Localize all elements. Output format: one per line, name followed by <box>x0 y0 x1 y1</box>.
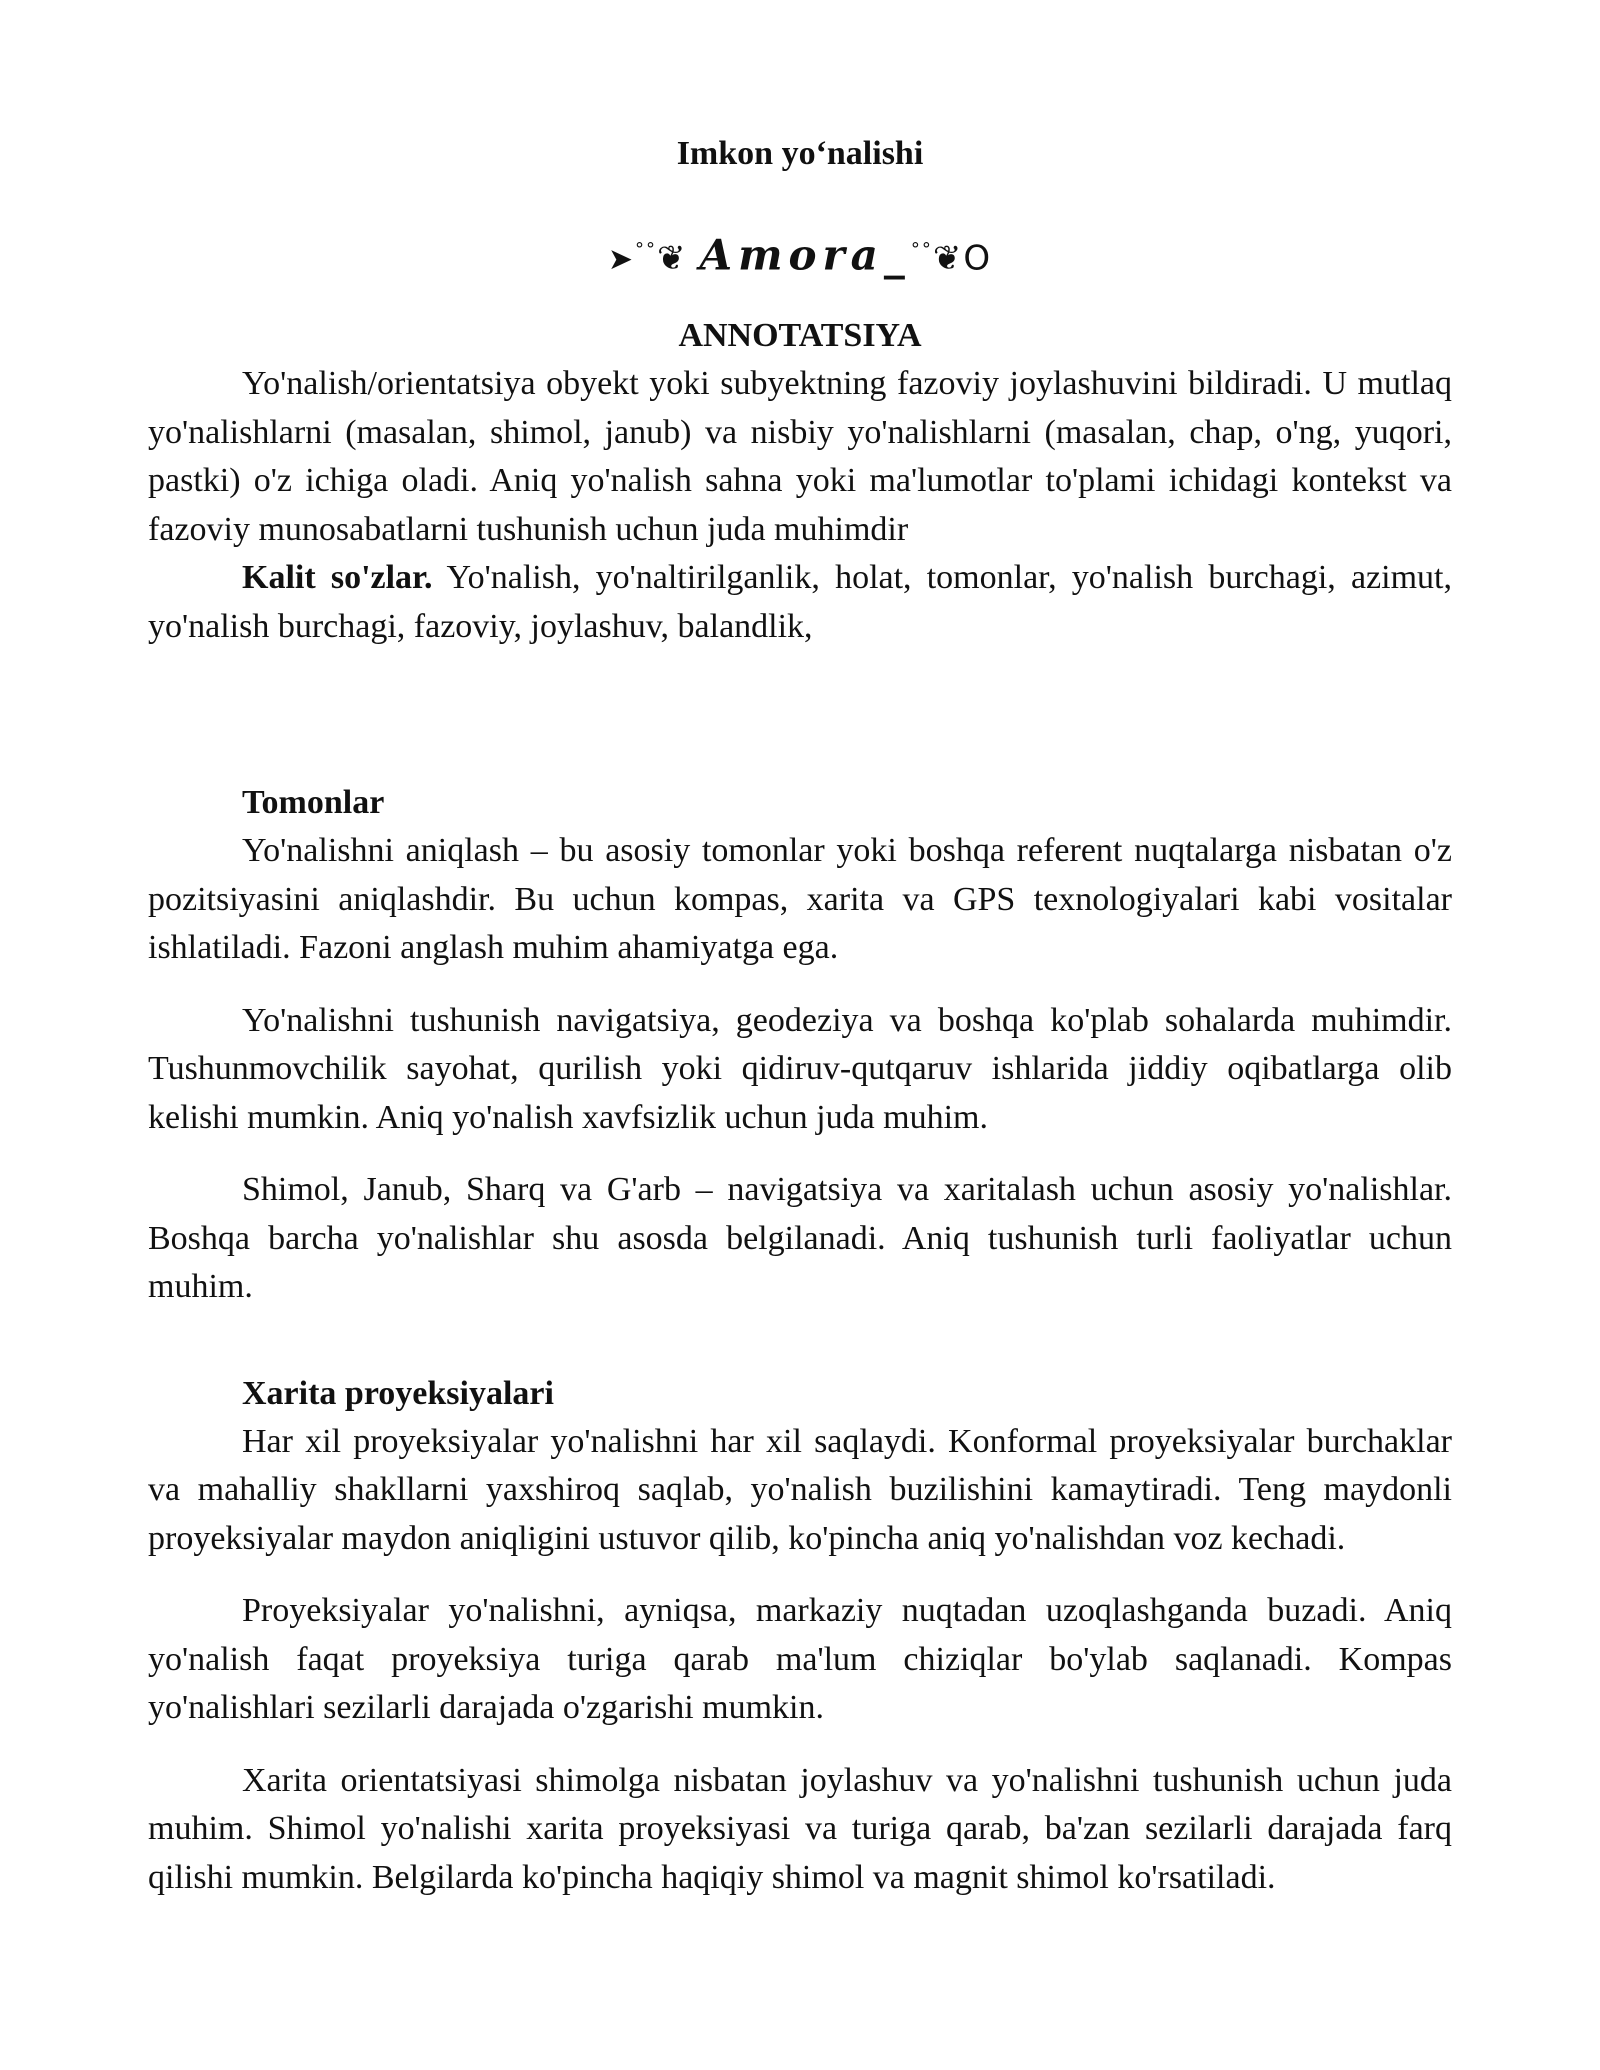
section-heading-xarita-proyeksiyalari: Xarita proyeksiyalari <box>242 1374 554 1412</box>
leaf-icon: ❦ <box>656 238 688 279</box>
section-heading-tomonlar: Tomonlar <box>242 784 385 821</box>
paragraph: Proyeksiyalar yo'nalishni, ayniqsa, markaziy nuqtadan uzoqlashganda buzadi. Aniq yo'nalish faqat proyeksiya turiga qarab ma'lum chiziqlar bo'ylab saqlanadi. Kompas yo'nalishlari sezilarli darajada o'zgarishi mumkin. <box>148 1592 1452 1726</box>
paragraph: Yo'nalishni aniqlash – bu asosiy tomonlar yoki boshqa referent nuqtalarga nisbatan o'z pozitsiyasini aniqlashdir. Bu uchun kompas, xarita va GPS texnologiyalari kabi vositalar ishlatiladi. Fazoni anglash muhim ahamiyatga ega. <box>148 832 1452 966</box>
author-signature <box>148 220 1452 280</box>
spacer <box>148 651 1452 779</box>
arrow-icon: ➤ <box>607 242 635 278</box>
document-page <box>148 130 1452 1902</box>
keywords-paragraph <box>148 554 1452 651</box>
signature-dots-left: °° <box>634 239 657 260</box>
spacer <box>148 1312 1452 1370</box>
paragraph: Yo'nalishni tushunish navigatsiya, geodeziya va boshqa ko'plab sohalarda muhimdir. Tushunmovchilik sayohat, qurilish yoki qidiruv-qutqaruv ishlarida jiddiy oqibatlarga olib kelishi mumkin. Aniq yo'nalish xavfsizlik uchun juda muhim. <box>148 1001 1452 1136</box>
leaf-icon: ❦ <box>932 238 964 279</box>
document-title: Imkon yo‘nalishi <box>676 135 924 172</box>
keywords-label: Kalit so'zlar. <box>242 559 433 596</box>
annotation-title: ANNOTATSIYA <box>678 317 922 354</box>
author-name: Amora_ <box>699 230 911 280</box>
annotation-paragraph: Yo'nalish/orientatsiya obyekt yoki subyektning fazoviy joylashuvini bildiradi. U mutlaq yo'nalishlarni (masalan, shimol, janub) va nisbiy yo'nalishlarni (masalan, chap, o'ng, yuqori, pastki) o'z ichiga oladi. Aniq yo'nalish sahna yoki ma'lumotlar to'plami ichidagi kontekst va fazoviy munosabatlarni tushunish uchun juda muhimdir <box>148 365 1452 548</box>
paragraph: Xarita orientatsiyasi shimolga nisbatan joylashuv va yo'nalishni tushunish uchun juda muhim. Shimol yo'nalishi xarita proyeksiyasi va turiga qarab, ba'zan sezilarli darajada farq qilishi mumkin. Belgilarda ko'pincha haqiqiy shimol va magnit shimol ko'rsatiladi. <box>148 1761 1452 1896</box>
circle-icon: O <box>963 238 993 279</box>
paragraph: Shimol, Janub, Sharq va G'arb – navigatsiya va xaritalash uchun asosiy yo'nalishlar. Boshqa barcha yo'nalishlar shu asosda belgilanadi. Aniq tushunish turli faoliyatlar uchun muhim. <box>148 1171 1452 1305</box>
keywords-list: Yo'nalish, yo'naltirilganlik, holat, tomonlar, yo'nalish burchagi, azimut, yo'nalish burchagi, fazoviy, joylashuv, balandlik, <box>148 559 1452 645</box>
paragraph: Har xil proyeksiyalar yo'nalishni har xil saqlaydi. Konformal proyeksiyalar burchaklar va mahalliy shakllarni yaxshiroq saqlab, yo'nalish buzilishini kamaytiradi. Teng maydonli proyeksiyalar maydon aniqligini ustuvor qilib, ko'pincha aniq yo'nalishdan voz kechadi. <box>148 1422 1452 1557</box>
signature-dots-right: °° <box>910 239 933 260</box>
